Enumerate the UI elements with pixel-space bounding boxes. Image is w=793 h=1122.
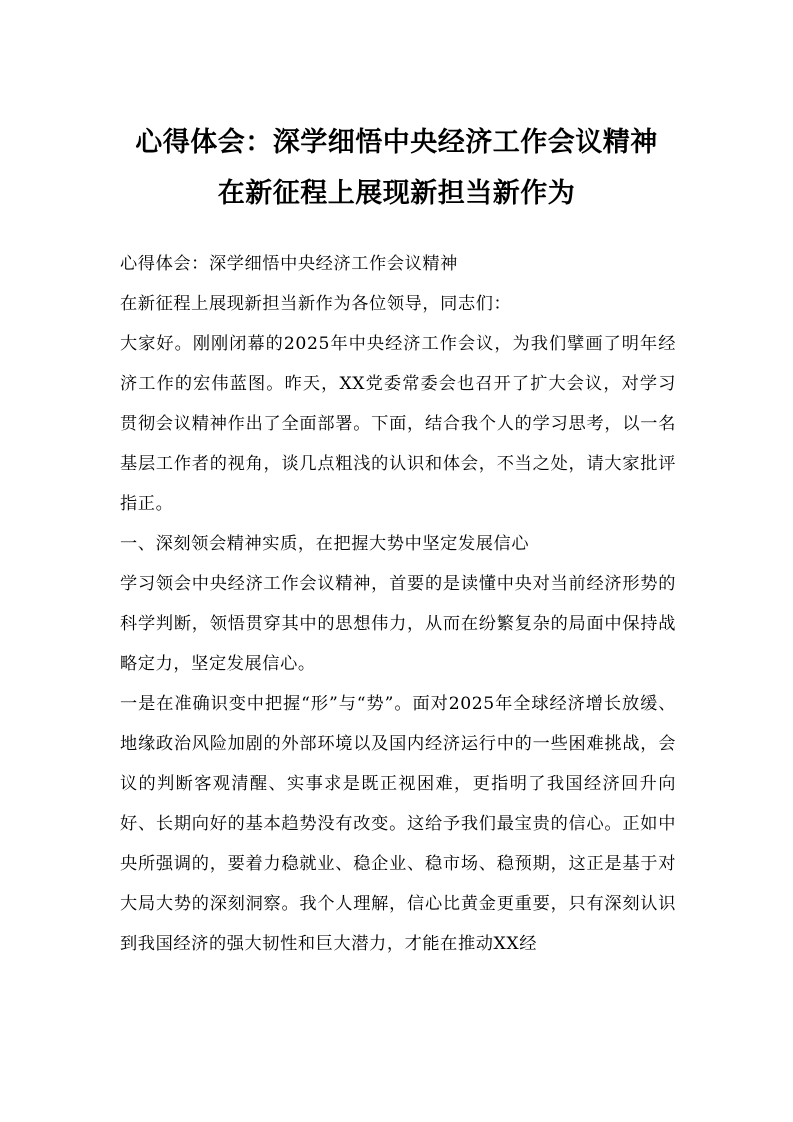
body-paragraph-2: 在新征程上展现新担当新作为各位领导，同志们： [120,294,512,314]
section-heading-1: 一、深刻领会精神实质，在把握大势中坚定发展信心 [120,534,530,554]
document-title-line-2: 在新征程上展现新担当新作为 [217,178,576,209]
document-body [120,244,676,964]
body-paragraph-5: 一是在准确识变中把握“形”与“势”。面对2025年全球经济增长放缓、地缘政治风险加剧的外部环境以及国内经济运行中的一些困难挑战，会议的判断客观清醒、实事求是既正视困难，更指明了我国经济回升向好、长期向好的基本趋势没有改变。这给予我们最宝贵的信心。正如中央所强调的，要着力稳就业、稳企业、稳市场、稳预期，这正是基于对大局大势的深刻洞察。我个人理解，信心比黄金更重要，只有深刻认识到我国经济的强大韧性和巨大潜力，才能在推动XX经 [120,694,676,954]
body-paragraph-3: 大家好。刚刚闭幕的2025年中央经济工作会议，为我们擘画了明年经济工作的宏伟蓝图。昨天，XX党委常委会也召开了扩大会议，对学习贯彻会议精神作出了全面部署。下面，结合我个人的学习思考，以一名基层工作者的视角，谈几点粗浅的认识和体会，不当之处，请大家批评指正。 [120,334,676,514]
document-title-line-1: 心得体会：深学细悟中央经济工作会议精神 [135,127,658,158]
body-paragraph-1: 心得体会：深学细悟中央经济工作会议精神 [120,254,458,274]
body-paragraph-4: 学习领会中央经济工作会议精神，首要的是读懂中央对当前经济形势的科学判断，领悟贯穿其中的思想伟力，从而在纷繁复杂的局面中保持战略定力，坚定发展信心。 [120,574,676,674]
